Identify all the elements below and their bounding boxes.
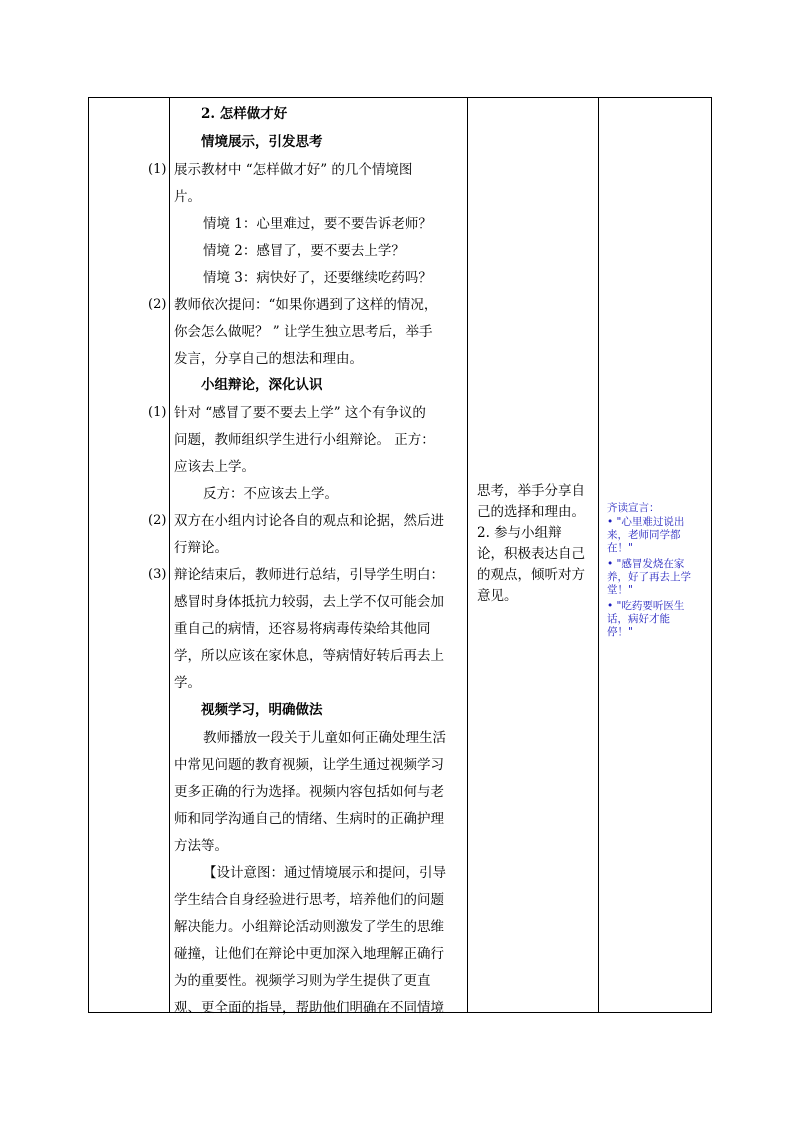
- scenario-line: 情境 2：感冒了，要不要去上学？: [203, 243, 405, 259]
- text-line: 展示教材中 “怎样做才好” 的几个情境图: [174, 162, 413, 178]
- step-number: (1): [148, 162, 167, 177]
- student-activity-line: 思考，举手分享自: [477, 483, 585, 499]
- design-intent-line: 学生结合自身经验进行思考，培养他们的问题: [174, 892, 444, 908]
- student-activity-line: 2. 参与小组辩: [477, 525, 562, 541]
- student-activity-line: 意见。: [477, 588, 518, 604]
- text-line: 问题，教师组织学生进行小组辩论。 正方：: [174, 432, 435, 448]
- design-intent-line: 【设计意图：通过情境展示和提问，引导: [203, 865, 446, 881]
- part3-heading: 视频学习，明确做法: [201, 702, 323, 718]
- text-line: 学。: [174, 675, 201, 691]
- declaration-line: 停！": [607, 626, 633, 638]
- text-line: 针对 “感冒了要不要去上学” 这个有争议的: [174, 405, 426, 421]
- lesson-table: [88, 97, 712, 1016]
- declaration-line: 话，病好才能: [607, 613, 670, 625]
- text-line: 重自己的病情，还容易将病毒传染给其他同: [174, 621, 431, 637]
- text-line: 片。: [174, 189, 201, 205]
- section-title: 2. 怎样做才好: [201, 106, 288, 122]
- text-line: 师和同学沟通自己的情绪、生病时的正确护理: [174, 811, 444, 827]
- declaration-title: 齐读宣言：: [607, 502, 660, 514]
- declaration-line: 来，老师同学都: [607, 529, 681, 541]
- declaration-line: • "感冒发烧在家: [607, 558, 685, 570]
- step-number: (1): [148, 405, 167, 420]
- text-line: 双方在小组内讨论各自的观点和论据，然后进: [174, 513, 444, 529]
- step-number: (2): [148, 513, 167, 528]
- text-line: 反方：不应该去上学。: [203, 486, 338, 502]
- student-activity-line: 的观点，倾听对方: [477, 567, 585, 583]
- text-line: 感冒时身体抵抗力较弱，去上学不仅可能会加: [174, 594, 444, 610]
- column-divider-1: [169, 98, 170, 1012]
- step-number: (3): [148, 567, 167, 582]
- text-line: 应该去上学。: [174, 459, 255, 475]
- student-activity-line: 己的选择和理由。: [477, 504, 585, 520]
- design-intent-line: 观、更全面的指导，帮助他们明确在不同情境: [174, 1000, 444, 1016]
- text-line: 教师播放一段关于儿童如何正确处理生活: [203, 730, 446, 746]
- column-divider-2: [467, 98, 468, 1012]
- student-activity-line: 论，积极表达自己: [477, 546, 585, 562]
- design-intent-line: 碰撞，让他们在辩论中更加深入地理解正确行: [174, 946, 444, 962]
- declaration-line: • "心里难过说出: [607, 516, 685, 528]
- design-intent-line: 为的重要性。视频学习则为学生提供了更直: [174, 973, 431, 989]
- declaration-line: • "吃药要听医生: [607, 600, 685, 612]
- part1-heading: 情境展示，引发思考: [201, 134, 323, 150]
- text-line: 发言，分享自己的想法和理由。: [174, 351, 363, 367]
- column-divider-3: [598, 98, 599, 1012]
- text-line: 更多正确的行为选择。视频内容包括如何与老: [174, 784, 444, 800]
- text-line: 方法等。: [174, 838, 228, 854]
- declaration-line: 堂！": [607, 584, 633, 596]
- text-line: 行辩论。: [174, 540, 228, 556]
- design-intent-line: 解决能力。小组辩论活动则激发了学生的思维: [174, 919, 444, 935]
- text-line: 教师依次提问：“如果你遇到了这样的情况，: [174, 297, 438, 313]
- text-line: 中常见问题的教育视频，让学生通过视频学习: [174, 757, 444, 773]
- step-number: (2): [148, 297, 167, 312]
- text-line: 你会怎么做呢？ ” 让学生独立思考后，举手: [174, 324, 433, 340]
- declaration-line: 在！": [607, 542, 633, 554]
- text-line: 学，所以应该在家休息，等病情好转后再去上: [174, 648, 444, 664]
- part2-heading: 小组辩论，深化认识: [201, 377, 323, 393]
- scenario-line: 情境 1：心里难过，要不要告诉老师？: [203, 216, 432, 232]
- text-line: 辩论结束后，教师进行总结，引导学生明白：: [174, 567, 444, 583]
- declaration-line: 养，好了再去上学: [607, 571, 691, 583]
- scenario-line: 情境 3：病快好了，还要继续吃药吗？: [203, 270, 432, 286]
